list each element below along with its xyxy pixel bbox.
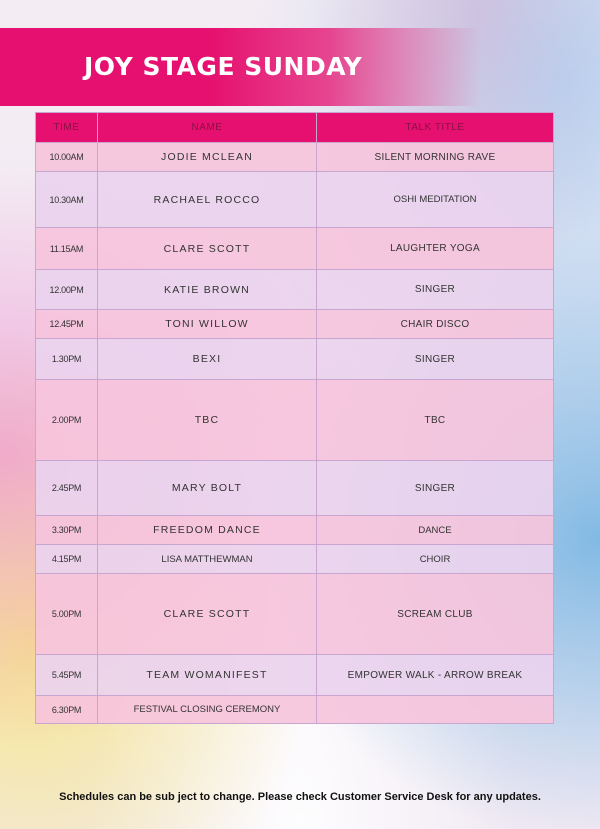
name-cell: TBC: [98, 380, 317, 461]
time-cell: 12.45PM: [36, 310, 98, 339]
name-cell: TEAM WOMANIFEST: [98, 655, 317, 696]
name-cell: FESTIVAL CLOSING CEREMONY: [98, 696, 317, 724]
table-header-row: [36, 113, 554, 143]
schedule-table: [35, 112, 554, 724]
talk-cell: SILENT MORNING RAVE: [317, 143, 554, 172]
table-row: [36, 574, 554, 655]
talk-cell: CHOIR: [317, 545, 554, 574]
name-cell: LISA MATTHEWMAN: [98, 545, 317, 574]
page-title: JOY STAGE SUNDAY: [84, 52, 363, 81]
time-cell: 2.45PM: [36, 461, 98, 516]
schedule-disclaimer: Schedules can be sub ject to change. Please check Customer Service Desk for any updates.: [59, 791, 541, 803]
talk-cell: CHAIR DISCO: [317, 310, 554, 339]
title-banner: [0, 28, 600, 106]
name-cell: JODIE MCLEAN: [98, 143, 317, 172]
name-cell: FREEDOM DANCE: [98, 516, 317, 545]
talk-cell: SINGER: [317, 339, 554, 380]
column-header-time: TIME: [36, 113, 98, 143]
time-cell: 11.15AM: [36, 228, 98, 270]
name-cell: KATIE BROWN: [98, 270, 317, 310]
table-row: [36, 461, 554, 516]
talk-cell: SINGER: [317, 270, 554, 310]
time-cell: 5.00PM: [36, 574, 98, 655]
table-row: [36, 380, 554, 461]
talk-cell: DANCE: [317, 516, 554, 545]
time-cell: 10.00AM: [36, 143, 98, 172]
table-row: [36, 516, 554, 545]
table-row: [36, 172, 554, 228]
talk-cell: TBC: [317, 380, 554, 461]
name-cell: RACHAEL ROCCO: [98, 172, 317, 228]
talk-cell: SINGER: [317, 461, 554, 516]
table-row: [36, 228, 554, 270]
table-row: [36, 696, 554, 724]
talk-cell: LAUGHTER YOGA: [317, 228, 554, 270]
name-cell: MARY BOLT: [98, 461, 317, 516]
table-row: [36, 545, 554, 574]
table-row: [36, 310, 554, 339]
time-cell: 5.45PM: [36, 655, 98, 696]
column-header-name: NAME: [98, 113, 317, 143]
talk-cell: SCREAM CLUB: [317, 574, 554, 655]
table-row: [36, 655, 554, 696]
talk-cell: OSHI MEDITATION: [317, 172, 554, 228]
talk-cell: [317, 696, 554, 724]
table-row: [36, 339, 554, 380]
name-cell: TONI WILLOW: [98, 310, 317, 339]
time-cell: 10.30AM: [36, 172, 98, 228]
name-cell: BEXI: [98, 339, 317, 380]
talk-cell: EMPOWER WALK - ARROW BREAK: [317, 655, 554, 696]
time-cell: 1.30PM: [36, 339, 98, 380]
time-cell: 4.15PM: [36, 545, 98, 574]
column-header-talk-title: TALK TITLE: [317, 113, 554, 143]
time-cell: 6.30PM: [36, 696, 98, 724]
name-cell: CLARE SCOTT: [98, 228, 317, 270]
name-cell: CLARE SCOTT: [98, 574, 317, 655]
time-cell: 3.30PM: [36, 516, 98, 545]
table-row: [36, 143, 554, 172]
time-cell: 2.00PM: [36, 380, 98, 461]
time-cell: 12.00PM: [36, 270, 98, 310]
table-row: [36, 270, 554, 310]
